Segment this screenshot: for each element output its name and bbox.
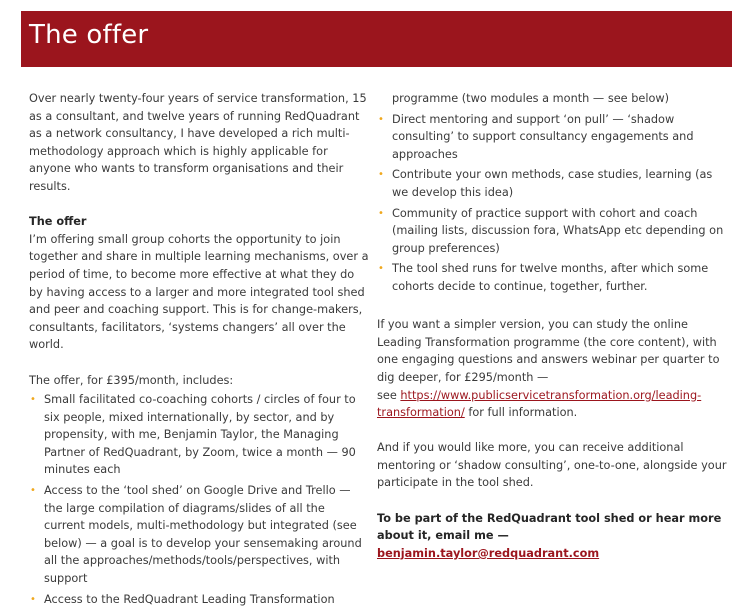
includes-label: The offer, for £395/month, includes:	[29, 373, 234, 387]
list-item: • Access to the ‘tool shed’ on Google Drive and Trello — the large compilation of diagrams/slides of all the current models, multi-methodology but integrated (see below) — a goal is to develop your sensemaking around all the approaches/methods/tools/perspectives, with support	[30, 484, 362, 586]
offer-list-right	[377, 111, 727, 296]
offer-list-left	[29, 391, 369, 608]
list-item: • Access to the RedQuadrant Leading Transformation	[29, 591, 369, 609]
list-item: • The tool shed runs for twelve months, after which some cohorts decide to continue, together, further.	[378, 262, 709, 293]
list-item: • Small facilitated co-coaching cohorts / circles of four to six people, mixed internationally, by sector, and by propensity, with me, Benjamin Taylor, the Managing Partner of RedQuadrant, by Zoom, twice a month — 90 minutes each	[30, 393, 356, 477]
offer-description: I’m offering small group cohorts the opportunity to join together and share in multiple learning mechanisms, over a period of time, to become more effective at what they do by having access to a larger and more integrated tool shed and peer and coaching support. This is for change-makers, consultants, facilitators, ‘systems changers’ all over the world.	[29, 232, 369, 352]
bullet-icon: •	[378, 169, 384, 181]
bullet-icon: •	[378, 113, 384, 125]
page-title: The offer	[29, 20, 149, 50]
list-item-continued: programme (two modules a month — see below)	[392, 92, 670, 105]
simpler-version-paragraph: If you want a simpler version, you can study the online Leading Transformation programme (the core content), with one engaging questions and answers webinar per quarter to dig deeper, for £295/month — see https://www.publicservicetransformation.org/leading-transformation/ for full information.	[377, 318, 720, 420]
right-column	[377, 90, 727, 562]
bullet-icon: •	[378, 207, 384, 219]
list-item: • Contribute your own methods, case studies, learning (as we develop this idea)	[378, 168, 713, 199]
more-paragraph: And if you would like more, you can receive additional mentoring or ‘shadow consulting’, one-to-one, alongside your participate in the tool shed.	[377, 441, 727, 490]
intro-paragraph: Over nearly twenty-four years of service transformation, 15 as a consultant, and twelve years of running RedQuadrant as a network consultancy, I have developed a rich multi-methodology approach which is highly applicable for anyone who wants to transform organisations and their results.	[29, 92, 367, 193]
title-banner	[21, 11, 732, 67]
list-item: • Community of practice support with cohort and coach (mailing lists, discussion fora, WhatsApp etc depending on group preferences)	[378, 206, 724, 255]
email-link[interactable]: benjamin.taylor@redquadrant.com	[377, 546, 600, 560]
bullet-icon: •	[30, 394, 36, 406]
left-column	[29, 90, 369, 611]
bullet-icon: •	[30, 593, 36, 605]
bullet-icon: •	[378, 263, 384, 275]
leading-transformation-link[interactable]: https://www.publicservicetransformation.org/leading-transformation/	[377, 388, 702, 420]
section-heading: The offer	[29, 215, 87, 229]
cta-paragraph: To be part of the RedQuadrant tool shed or hear more about it, email me — benjamin.taylor@redquadrant.com	[377, 511, 722, 560]
list-item: • Direct mentoring and support ‘on pull’ — ‘shadow consulting’ to support consultancy engagements and approaches	[378, 112, 694, 161]
bullet-icon: •	[30, 485, 36, 497]
